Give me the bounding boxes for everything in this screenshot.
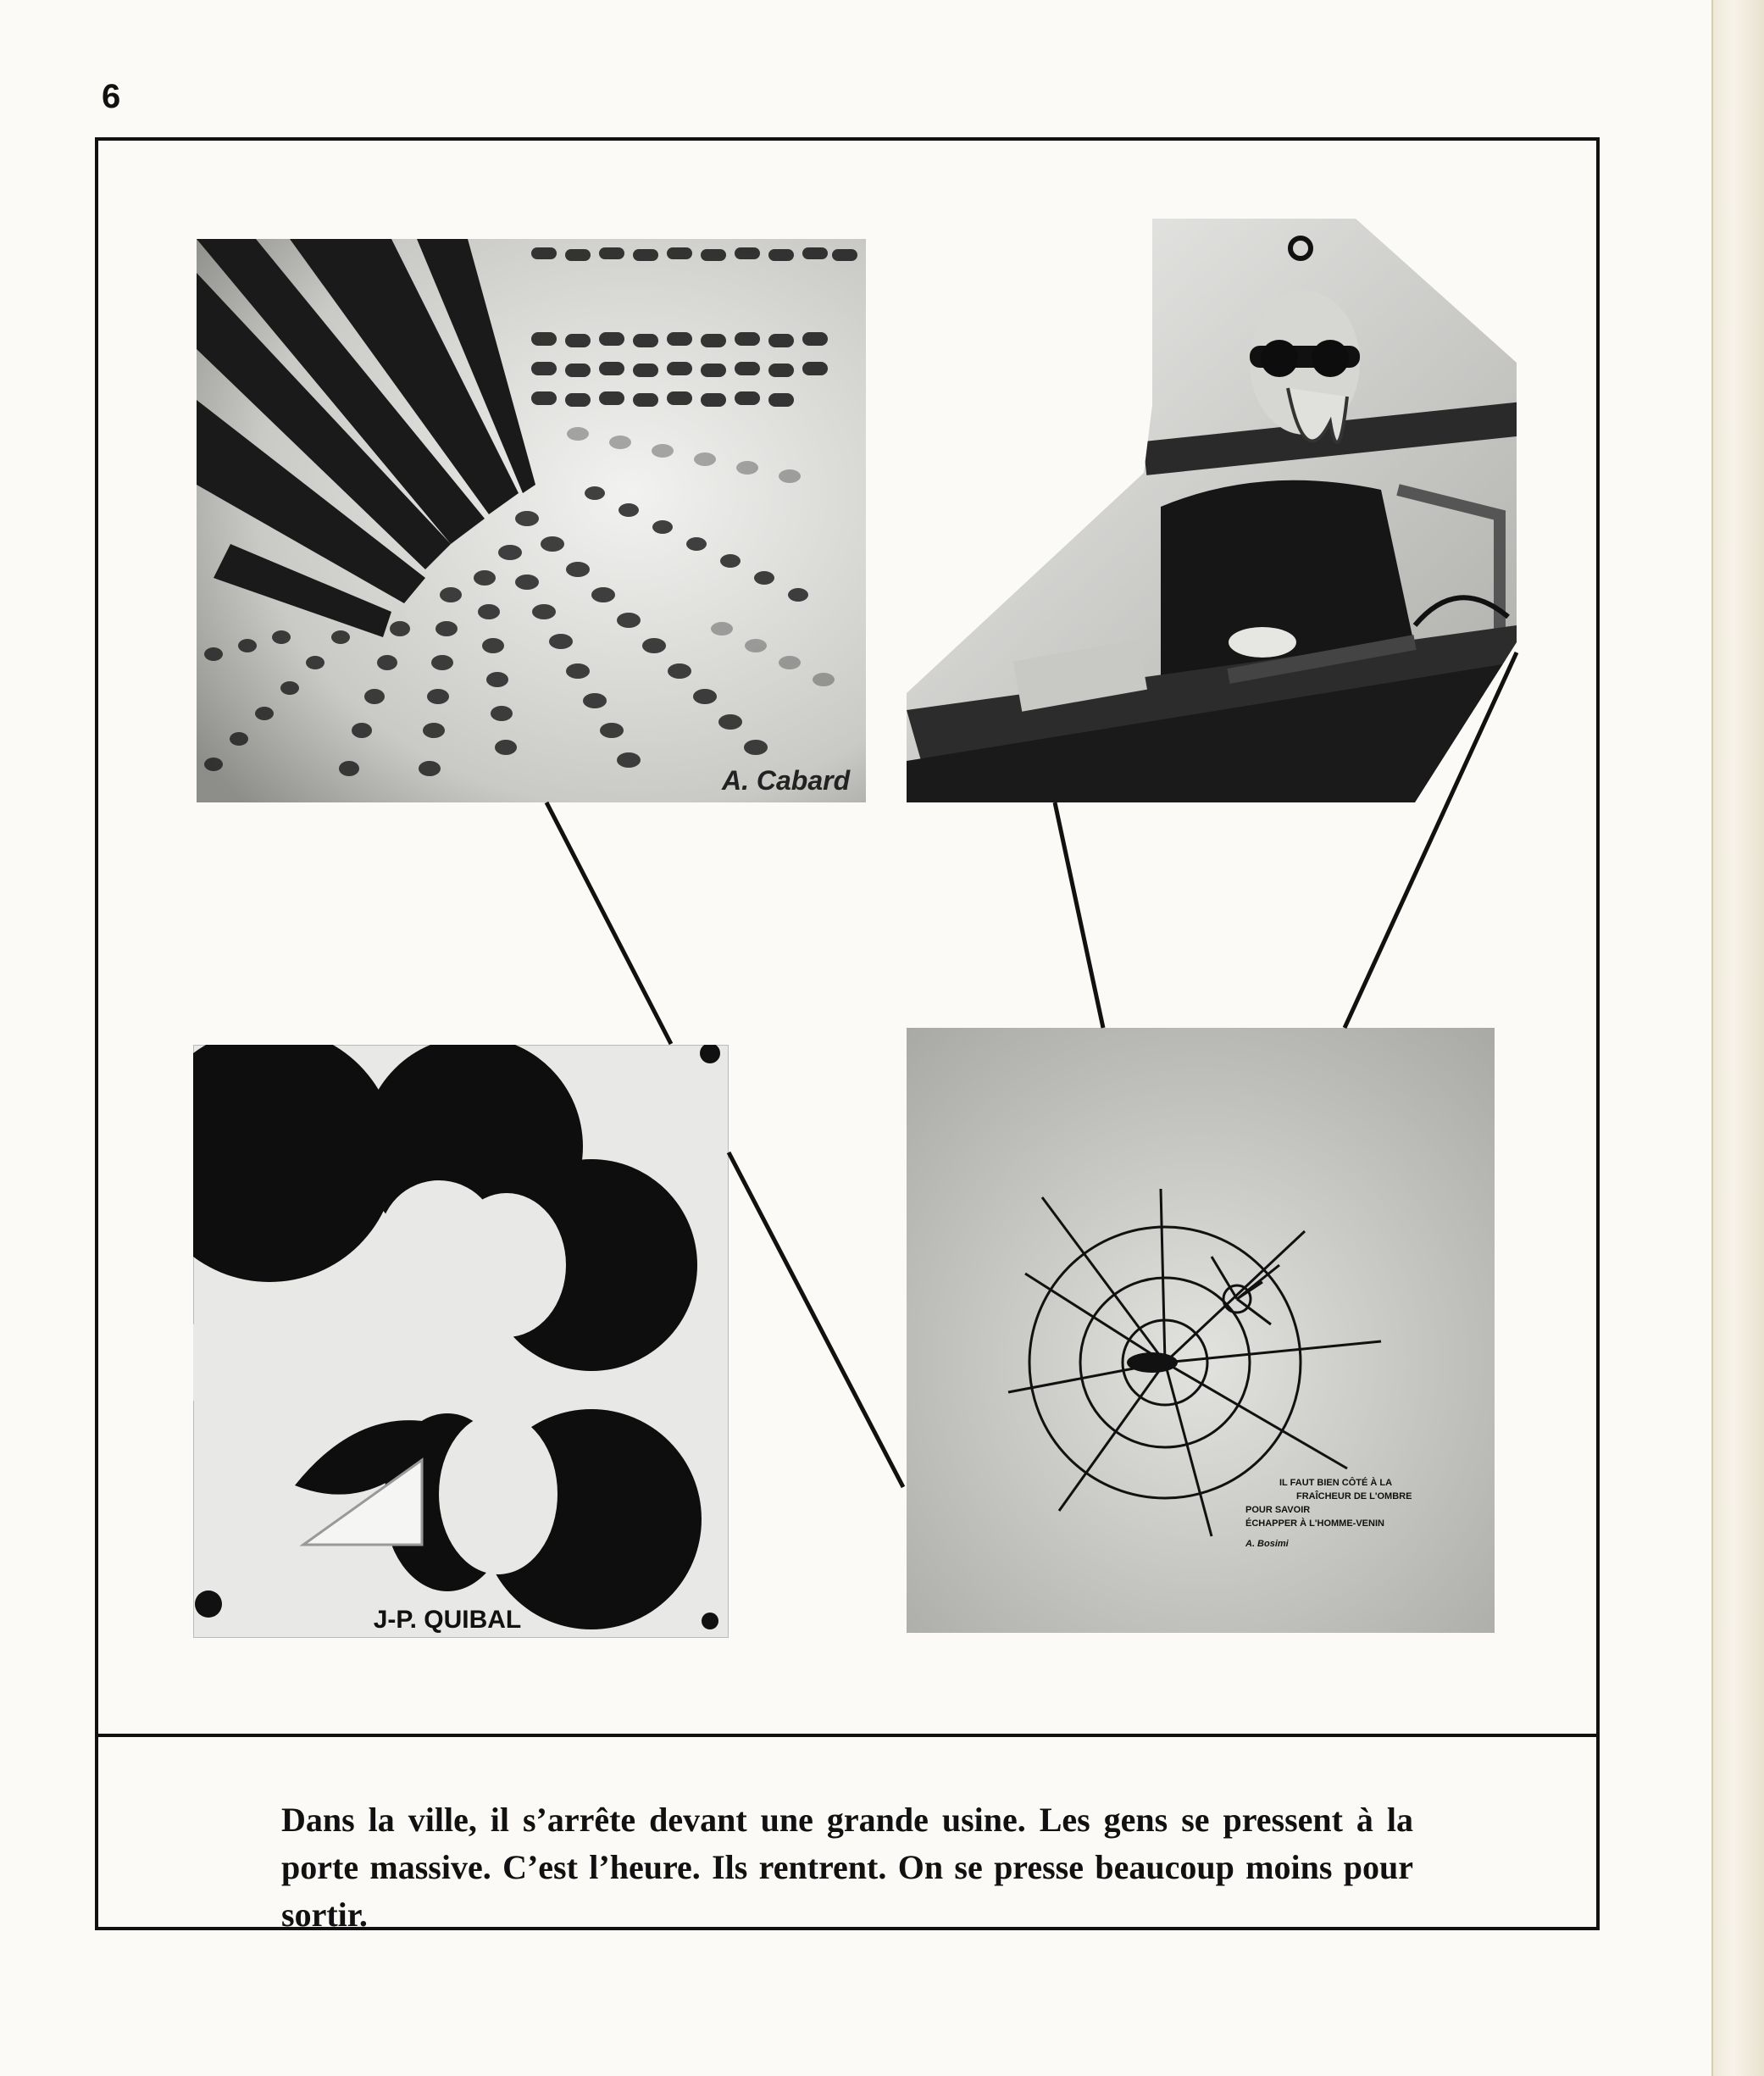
signature-cabard: A. Cabard [722, 765, 851, 796]
inscription-line-2: FRAÎCHEUR DE L'OMBRE [1296, 1491, 1412, 1501]
inscription-line-3: POUR SAVOIR [1245, 1505, 1311, 1515]
inscription-line-4: ÉCHAPPER À L'HOMME-VENIN [1245, 1518, 1384, 1529]
page-number: 6 [102, 78, 121, 115]
page-edge [1711, 0, 1764, 2076]
artwork-spiderweb-photo [907, 1028, 1495, 1633]
artwork-brushstrokes-photo [197, 239, 866, 802]
artist-portrait-photo [907, 219, 1542, 802]
signature-bosimi: A. Bosimi [1245, 1539, 1289, 1549]
inscription-line-1: IL FAUT BIEN CÔTÉ À LA [1279, 1478, 1393, 1488]
artwork-circles-photo [193, 1045, 729, 1638]
caption-text: Dans la ville, il s’arrête devant une grande usine. Les gens se pressent à la porte massive. C’est l’heure. Ils rentrent. On se presse beaucoup moins pour sortir. [281, 1801, 1413, 1934]
signature-quibal: J-P. QUIBAL [373, 1606, 522, 1634]
caption-divider [95, 1734, 1600, 1737]
